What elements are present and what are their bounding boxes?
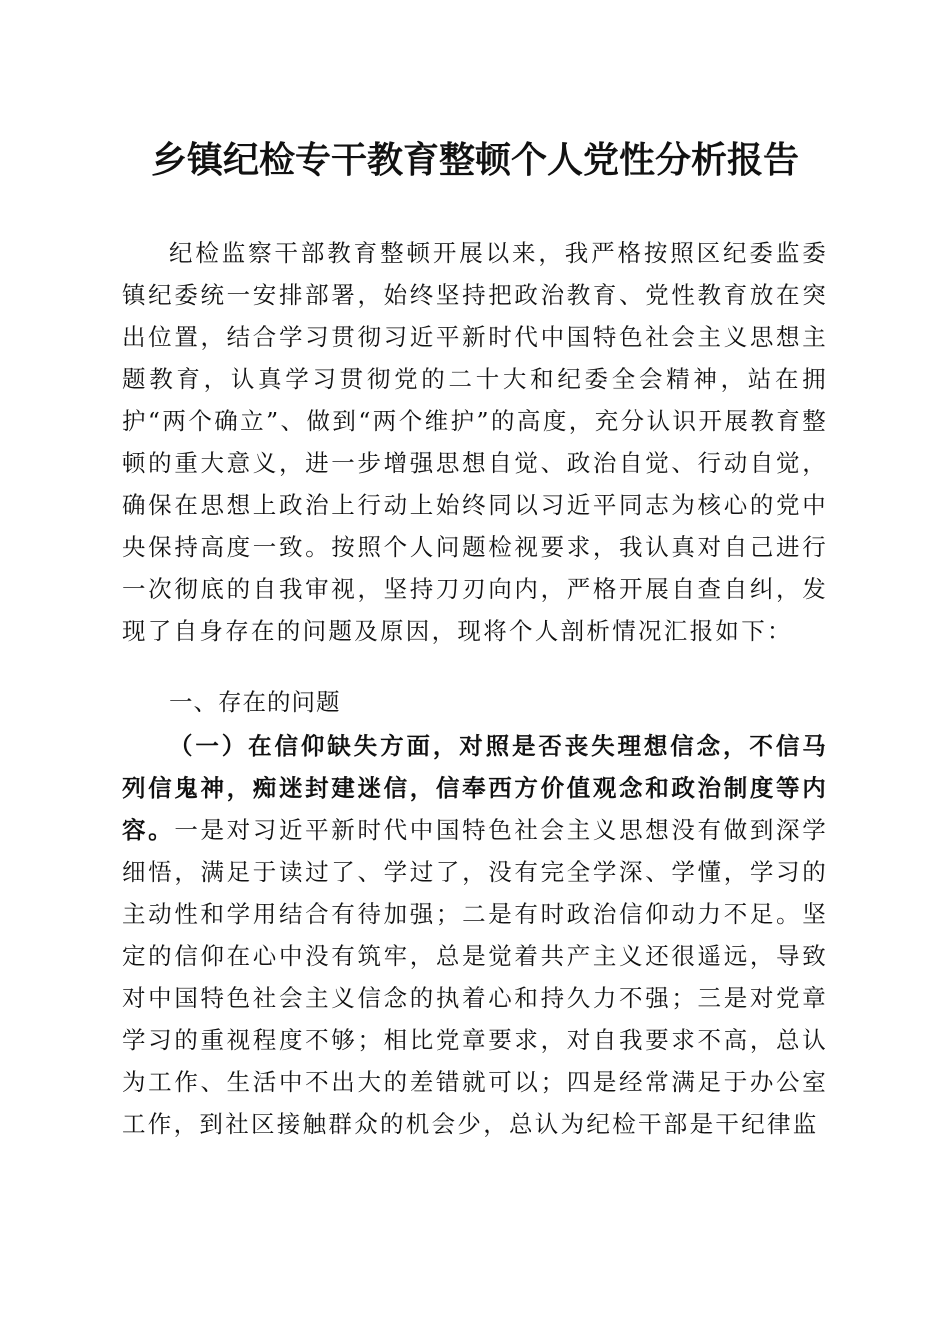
section-heading-problems: 一、存在的问题: [169, 688, 341, 716]
problem-paragraph-1-body: 一是对习近平新时代中国特色社会主义思想没有做到深学细悟，满足于读过了、学过了，没有完全学深、学懂，学习的主动性和学用结合有待加强；二是有时政治信仰动力不足。坚定的信仰在心中没有筑牢，总是觉着共产主义还很遥远，导致对中国特色社会主义信念的执着心和持久力不强；三是对党章学习的重视程度不够；相比党章要求，对自我要求不高，总认为工作、生活中不出大的差错就可以；四是经常满足于办公室工作，到社区接触群众的机会少，总认为纪检干部是干纪律监: [122, 816, 828, 1138]
intro-paragraph: 纪检监察干部教育整顿开展以来，我严格按照区纪委监委镇纪委统一安排部署，始终坚持把政治教育、党性教育放在突出位置，结合学习贯彻习近平新时代中国特色社会主义思想主题教育，认真学习贯彻党的二十大和纪委全会精神，站在拥护“两个确立”、做到“两个维护”的高度，充分认识开展教育整顿的重大意义，进一步增强思想自觉、政治自觉、行动自觉，确保在思想上政治上行动上始终同以习近平同志为核心的党中央保持高度一致。按照个人问题检视要求，我认真对自己进行一次彻底的自我审视，坚持刀刃向内，严格开展自查自纠，发现了自身存在的问题及原因，现将个人剖析情况汇报如下：: [122, 239, 828, 645]
problem-subheading-1: （一）在信仰缺失方面，对照是否丧失理想信念，不信马列信鬼神，痴迷封建迷信，信奉西方价值观念和政治制度等内容。: [122, 732, 828, 844]
document-title: 乡镇纪检专干教育整顿个人党性分析报告: [150, 139, 799, 181]
problem-paragraph-1: [122, 725, 828, 1145]
